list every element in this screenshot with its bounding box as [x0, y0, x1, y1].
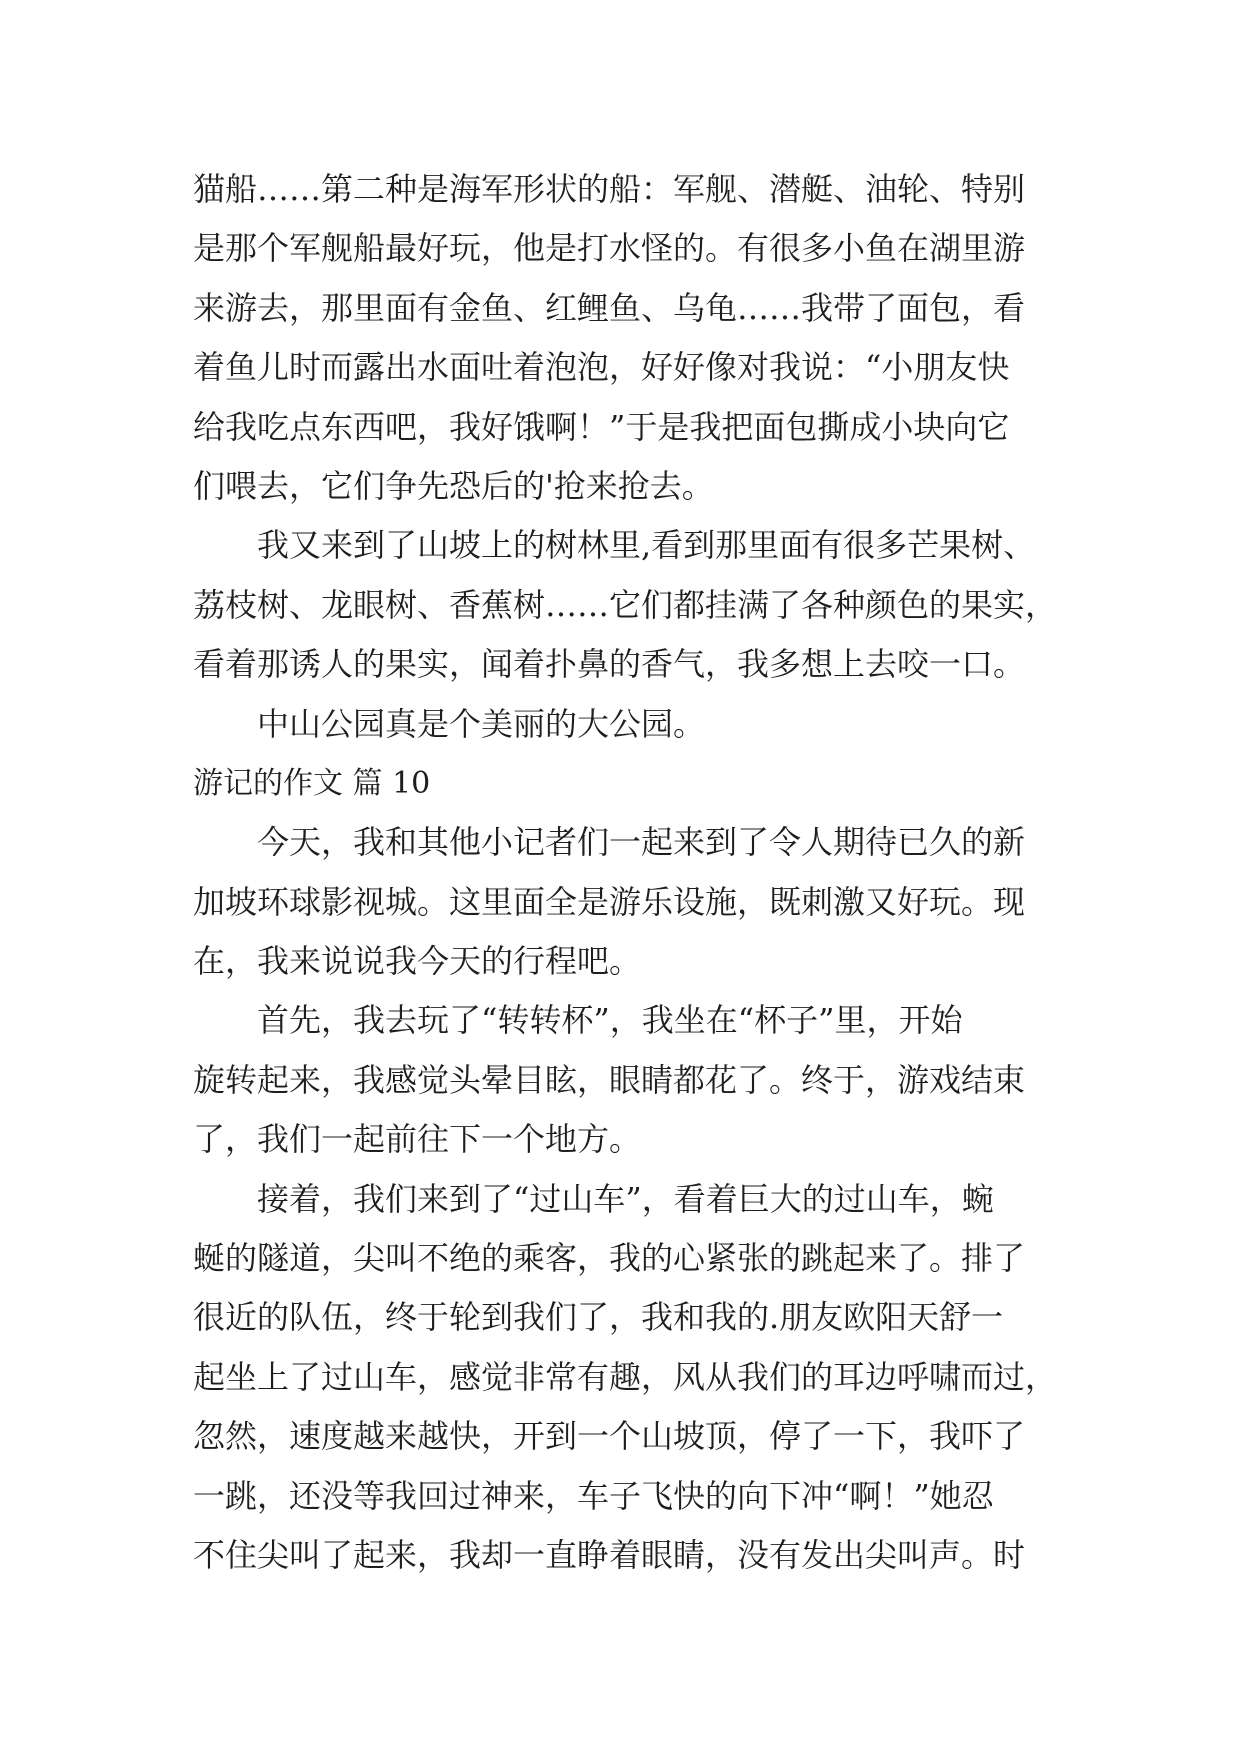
text-line: 旋转起来，我感觉头晕目眩，眼睛都花了。终于，游戏结束	[193, 1060, 1026, 1099]
text-line: 猫船……第二种是海军形状的船：军舰、潜艇、油轮、特别	[193, 170, 1026, 208]
paragraph	[193, 813, 1073, 991]
text-line: 给我吃点东西吧，我好饿啊！”于是我把面包撕成小块向它	[193, 407, 1010, 446]
heading-text: 游记的作文 篇 10	[193, 765, 431, 801]
text-line: 是那个军舰船最好玩，他是打水怪的。有很多小鱼在湖里游	[193, 229, 1026, 268]
text-line: 接着，我们来到了“过山车”，看着巨大的过山车，蜿	[257, 1179, 994, 1218]
text-line: 我又来到了山坡上的树林里,看到那里面有很多芒果树、	[257, 526, 1036, 565]
document-body	[193, 160, 1073, 1585]
paragraph	[193, 1170, 1073, 1586]
text-line: 加坡环球影视城。这里面全是游乐设施，既刺激又好玩。现	[193, 882, 1026, 921]
paragraph	[193, 516, 1073, 694]
text-line: 在，我来说说我今天的行程吧。	[193, 942, 642, 981]
text-line: 首先，我去玩了“转转杯”，我坐在“杯子”里，开始	[257, 1001, 963, 1040]
text-line: 中山公园真是个美丽的大公园。	[257, 704, 706, 743]
text-line: 们喂去，它们争先恐后的'抢来抢去。	[193, 466, 714, 505]
text-line: 看着那诱人的果实，闻着扑鼻的香气，我多想上去咬一口。	[193, 645, 1026, 684]
paragraph	[193, 695, 1073, 754]
text-line: 了，我们一起前往下一个地方。	[193, 1120, 642, 1159]
text-line: 起坐上了过山车，感觉非常有趣，风从我们的耳边呼啸而过，	[193, 1357, 1058, 1396]
text-line: 很近的队伍，终于轮到我们了，我和我的.朋友欧阳天舒一	[193, 1298, 1004, 1337]
paragraph	[193, 160, 1073, 516]
paragraph	[193, 991, 1073, 1169]
text-line: 今天，我和其他小记者们一起来到了令人期待已久的新	[257, 823, 1026, 862]
text-line: 荔枝树、龙眼树、香蕉树……它们都挂满了各种颜色的果实，	[193, 585, 1058, 624]
text-line: 来游去，那里面有金鱼、红鲤鱼、乌龟……我带了面包，看	[193, 288, 1026, 327]
text-line: 蜒的隧道，尖叫不绝的乘客，我的心紧张的跳起来了。排了	[193, 1239, 1026, 1278]
text-line: 着鱼儿时而露出水面吐着泡泡，好好像对我说：“小朋友快	[193, 348, 1010, 387]
text-line: 一跳，还没等我回过神来，车子飞快的向下冲“啊！”她忍	[193, 1476, 994, 1515]
section-heading	[193, 754, 1073, 813]
text-line: 不住尖叫了起来，我却一直睁着眼睛，没有发出尖叫声。时	[193, 1535, 1026, 1574]
text-line: 忽然，速度越来越快，开到一个山坡顶，停了一下，我吓了	[193, 1417, 1026, 1456]
